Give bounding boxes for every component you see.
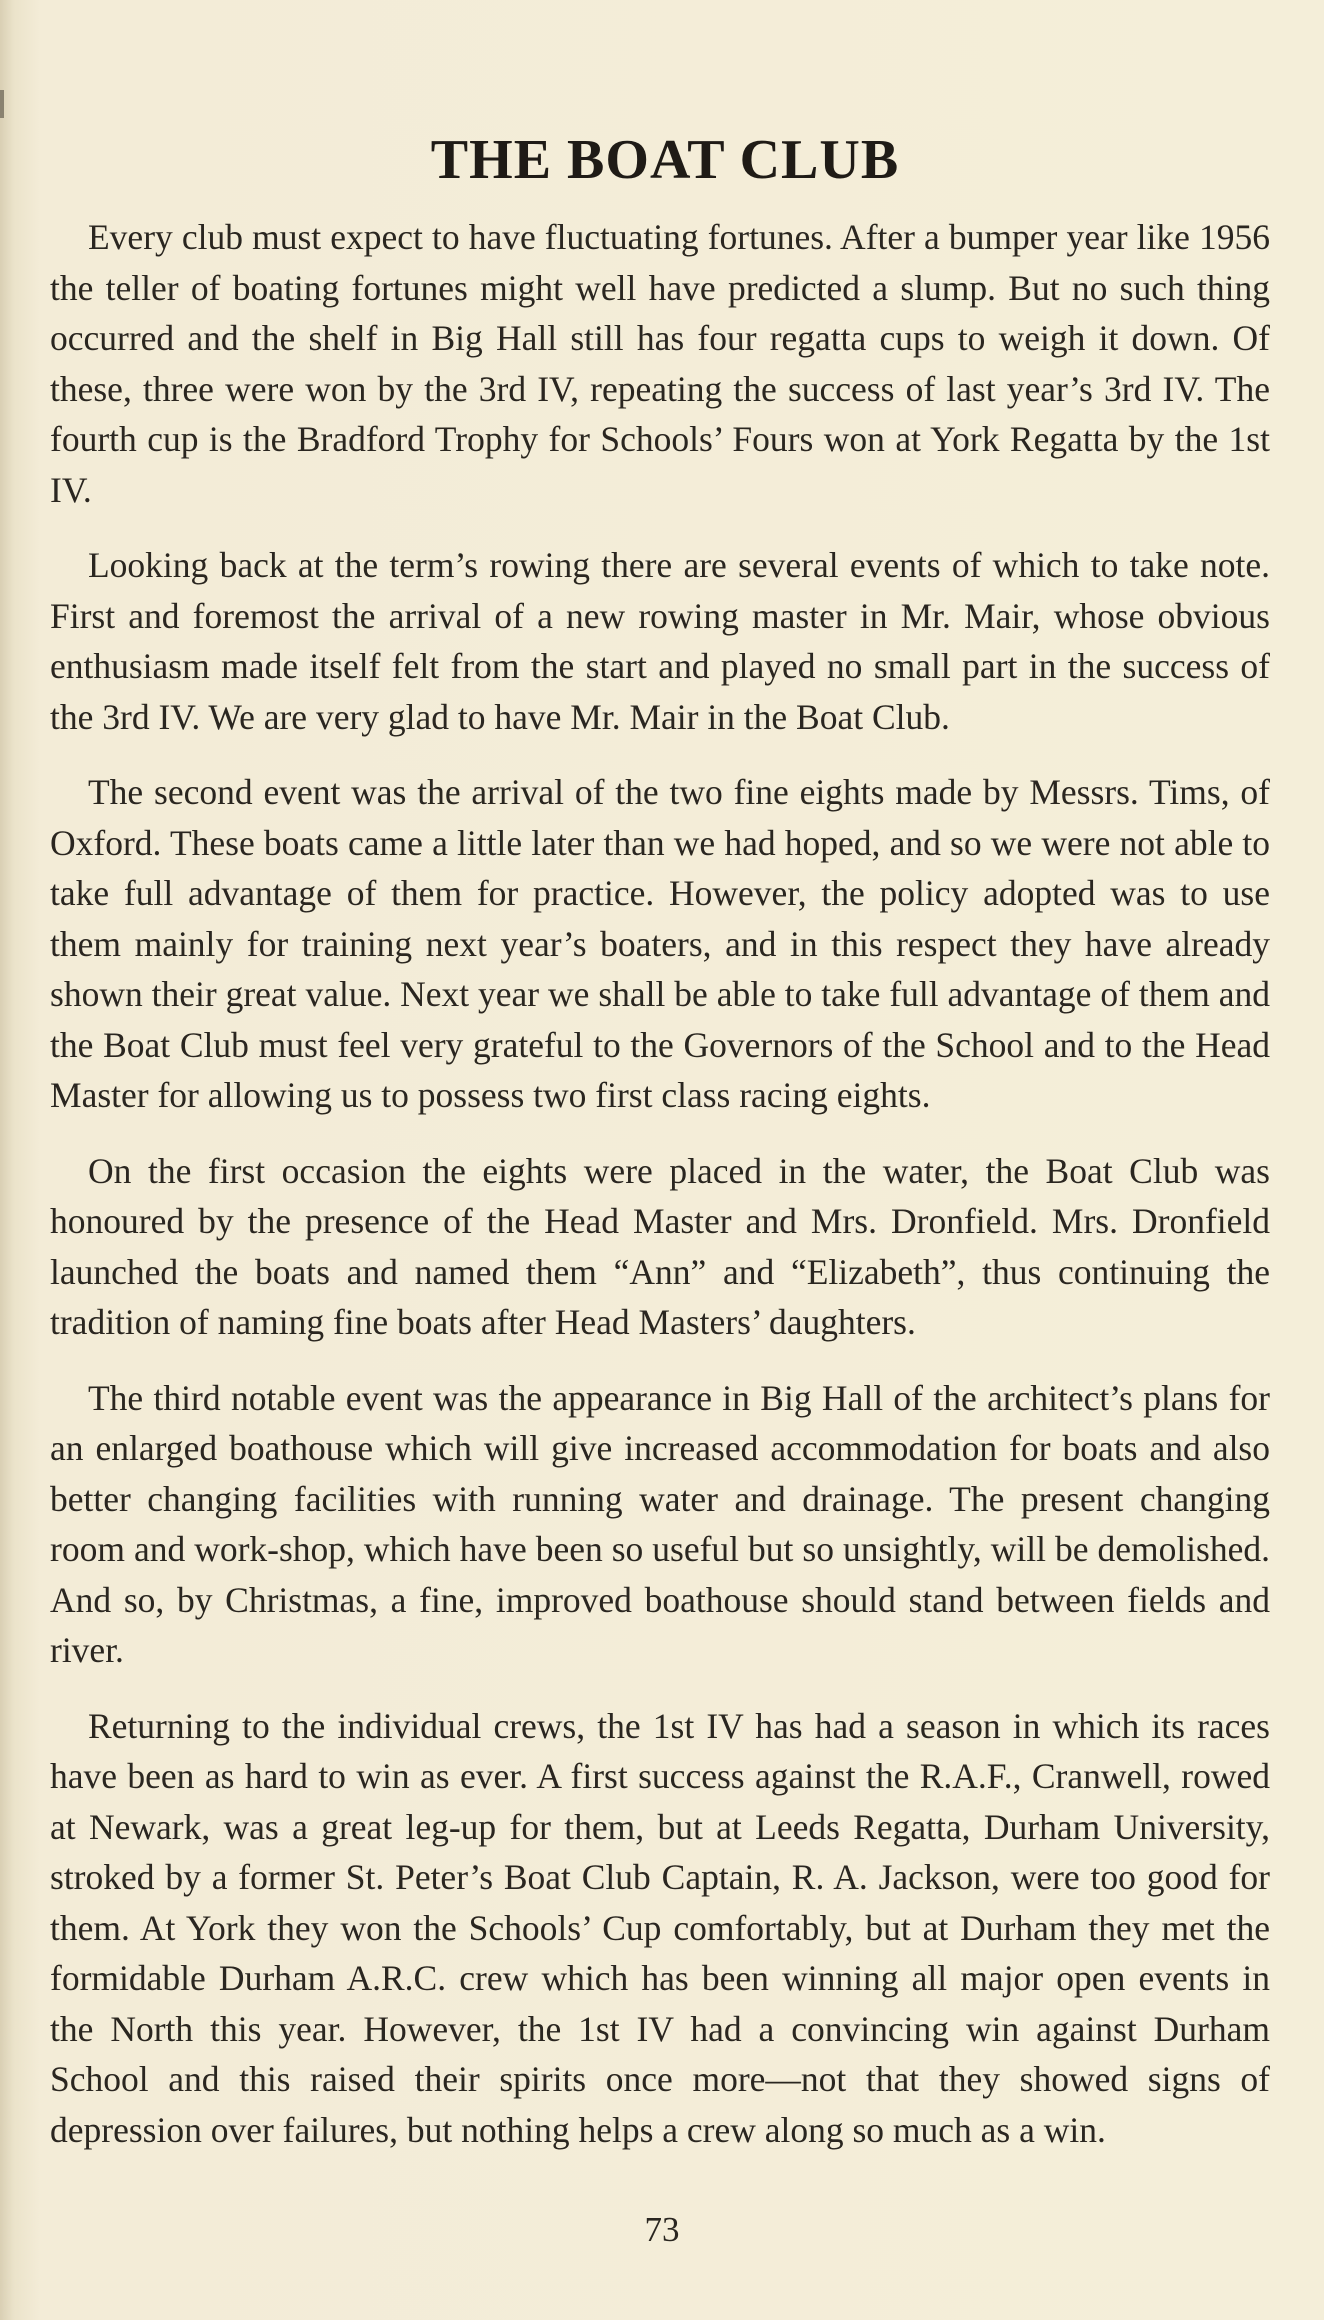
paragraph-6: Returning to the individual crews, the 1st IV has had a season in which its races have been as hard to win as ever. A first success against the R.A.F., Cranwell, rowed at Newark, was a great leg-up for them, but at Leeds Regatta, Durham University, stroked by a former St. Peter’s Boat Club Captain, R. A. Jackson, were too good for them. At York they won the Schools’ Cup comfortably, but at Durham they met the formidable Durham A.R.C. crew which has been winning all major open events in the North this year. However, the 1st IV had a convincing win against Durham School and this raised their spirits once more—not that they showed signs of depression over failures, but nothing helps a crew along so much as a win.	[50, 1705, 1270, 2150]
paragraph-4: On the first occasion the eights were placed in the water, the Boat Club was honoured by the presence of the Head Master and Mrs. Dronfield. Mrs. Dronfield launched the boats and named them “Ann” and “Elizabeth”, thus continuing the tradition of naming fine boats after Head Masters’ daughters.	[50, 1150, 1270, 1342]
paragraph-2: Looking back at the term’s rowing there are several events of which to take note. First and foremost the arrival of a new rowing master in Mr. Mair, whose obvious enthusiasm made itself felt from the start and played no small part in the success of the 3rd IV. We are very glad to have Mr. Mair in the Boat Club.	[50, 545, 1270, 737]
page-number: 73	[644, 2210, 680, 2249]
paragraph-1: Every club must expect to have fluctuating fortunes. After a bumper year like 1956 the teller of boating fortunes might well have predicted a slump. But no such thing occurred and the shelf in Big Hall still has four regatta cups to weigh it down. Of these, three were won by the 3rd IV, repeating the success of last year’s 3rd IV. The fourth cup is the Bradford Trophy for Schools’ Fours won at York Regatta by the 1st IV.	[50, 217, 1270, 510]
paragraph-3: The second event was the arrival of the two fine eights made by Messrs. Tims, of Oxford. These boats came a little later than we had hoped, and so we were not able to take full advantage of them for practice. However, the policy adopted was to use them mainly for training next year’s boaters, and in this respect they have already shown their great value. Next year we shall be able to take full advantage of them and the Boat Club must feel very grateful to the Governors of the School and to the Head Master for allowing us to possess two first class racing eights.	[50, 772, 1270, 1115]
article-title: THE BOAT CLUB	[430, 129, 900, 191]
article	[50, 128, 1270, 2180]
binding-edge-mark	[0, 90, 4, 118]
paragraph-5: The third notable event was the appearance in Big Hall of the architect’s plans for an enlarged boathouse which will give increased accommodation for boats and also better changing facilities with running water and drainage. The present changing room and work-shop, which have been so useful but so unsightly, will be demolished. And so, by Christmas, a fine, improved boathouse should stand between fields and river.	[50, 1377, 1270, 1670]
